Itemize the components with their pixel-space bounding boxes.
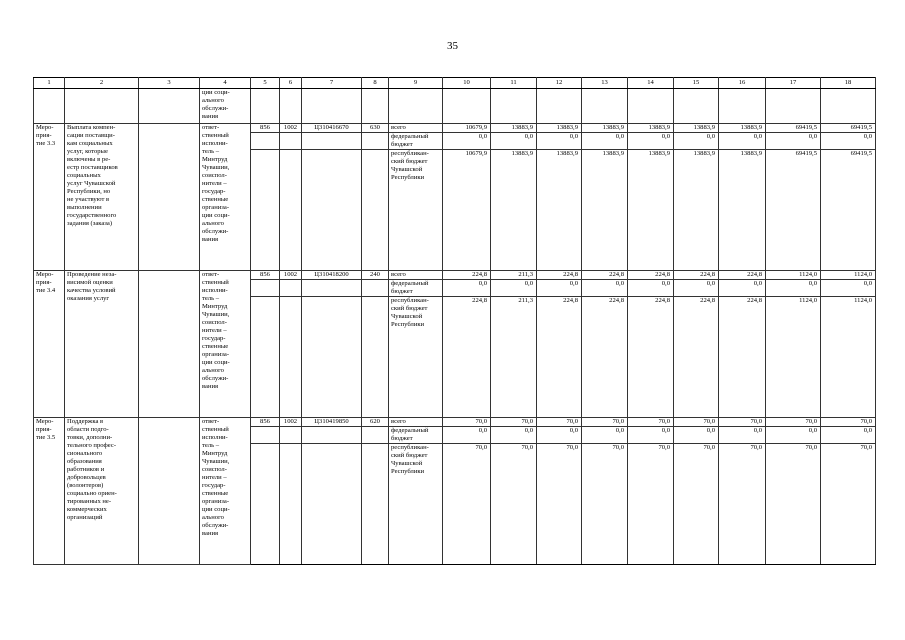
csr-code	[302, 150, 362, 271]
csr-code	[302, 297, 362, 418]
column-number-row	[34, 78, 876, 89]
grbs-code	[251, 150, 280, 271]
column-number: 6	[280, 78, 302, 89]
funding-value: 224,8	[628, 271, 674, 280]
funding-value: 0,0	[537, 427, 582, 444]
funding-value: 69419,5	[821, 124, 876, 133]
funding-value: 1124,0	[821, 271, 876, 280]
continuation-row	[34, 89, 876, 124]
funding-value: 0,0	[491, 427, 537, 444]
funding-source: всего	[389, 418, 443, 427]
measure-name: Поддержка в области подго- товки, дополни- тельного профес- сионального образования работников и добровольцев (волонтеров) социально ориен- тированных не- коммерческих организаций	[65, 418, 139, 565]
funding-value: 13883,9	[537, 150, 582, 271]
responsible-continuation: ции соци- ального обслужи- вания	[200, 89, 251, 124]
funding-value: 0,0	[582, 133, 628, 150]
measure-name: Проведение неза- висимой оценки качества условий оказания услуг	[65, 271, 139, 418]
measure-row	[34, 418, 876, 427]
funding-value: 0,0	[491, 280, 537, 297]
vr-code	[362, 280, 389, 297]
column-number: 15	[674, 78, 719, 89]
column-number: 2	[65, 78, 139, 89]
funding-value: 1124,0	[766, 297, 821, 418]
grbs-code	[251, 427, 280, 444]
funding-value: 13883,9	[582, 124, 628, 133]
csr-code: Ц310418200	[302, 271, 362, 280]
measure-responsible: ответ- ственный исполни- тель – Минтруд Чувашии, соиспол- нители – государ- ственные организа- ции соци- ального обслужи- вания	[200, 271, 251, 418]
funding-value: 0,0	[628, 280, 674, 297]
measure-id: Меро- прия- тие 3.5	[34, 418, 65, 565]
column-number: 12	[537, 78, 582, 89]
measure-row	[34, 124, 876, 133]
funding-value: 10679,9	[443, 150, 491, 271]
funding-value: 224,8	[674, 297, 719, 418]
funding-value: 0,0	[766, 133, 821, 150]
grbs-code: 856	[251, 271, 280, 280]
funding-value: 0,0	[582, 427, 628, 444]
column-number: 5	[251, 78, 280, 89]
funding-value: 224,8	[443, 297, 491, 418]
funding-value: 13883,9	[719, 124, 766, 133]
funding-value: 0,0	[719, 133, 766, 150]
measure-id: Меро- прия- тие 3.4	[34, 271, 65, 418]
measure-id: Меро- прия- тие 3.3	[34, 124, 65, 271]
rzpr-code	[280, 280, 302, 297]
funding-value: 224,8	[674, 271, 719, 280]
column-number: 10	[443, 78, 491, 89]
funding-value: 70,0	[674, 418, 719, 427]
page-number: 35	[447, 40, 458, 52]
funding-value: 0,0	[443, 133, 491, 150]
funding-value: 13883,9	[674, 124, 719, 133]
funding-value: 0,0	[443, 427, 491, 444]
csr-code	[302, 280, 362, 297]
vr-code	[362, 427, 389, 444]
funding-value: 13883,9	[719, 150, 766, 271]
funding-value: 13883,9	[674, 150, 719, 271]
funding-value: 13883,9	[537, 124, 582, 133]
funding-value: 224,8	[719, 271, 766, 280]
funding-value: 69419,5	[821, 150, 876, 271]
vr-code	[362, 297, 389, 418]
funding-value: 13883,9	[491, 150, 537, 271]
funding-value: 0,0	[537, 280, 582, 297]
rzpr-code: 1002	[280, 271, 302, 280]
measure-indicator	[139, 124, 200, 271]
funding-value: 70,0	[443, 418, 491, 427]
csr-code	[302, 133, 362, 150]
funding-value: 13883,9	[491, 124, 537, 133]
funding-value: 211,3	[491, 271, 537, 280]
grbs-code: 856	[251, 418, 280, 427]
funding-source: федеральный бюджет	[389, 133, 443, 150]
vr-code: 620	[362, 418, 389, 427]
csr-code: Ц310419850	[302, 418, 362, 427]
funding-value: 0,0	[674, 427, 719, 444]
funding-value: 13883,9	[628, 124, 674, 133]
vr-code	[362, 150, 389, 271]
funding-value: 70,0	[766, 418, 821, 427]
funding-source: федеральный бюджет	[389, 427, 443, 444]
column-number: 7	[302, 78, 362, 89]
funding-value: 70,0	[628, 418, 674, 427]
vr-code: 240	[362, 271, 389, 280]
rzpr-code	[280, 444, 302, 565]
column-number: 18	[821, 78, 876, 89]
column-number: 8	[362, 78, 389, 89]
funding-value: 1124,0	[766, 271, 821, 280]
column-number: 16	[719, 78, 766, 89]
funding-value: 224,8	[582, 297, 628, 418]
budget-table	[33, 77, 876, 565]
column-number: 1	[34, 78, 65, 89]
funding-value: 0,0	[821, 280, 876, 297]
funding-value: 0,0	[674, 280, 719, 297]
funding-value: 70,0	[491, 418, 537, 427]
funding-source: республикан- ский бюджет Чувашской Республики	[389, 150, 443, 271]
funding-value: 10679,9	[443, 124, 491, 133]
funding-value: 224,8	[443, 271, 491, 280]
funding-source: республикан- ский бюджет Чувашской Республики	[389, 444, 443, 565]
funding-value: 224,8	[537, 297, 582, 418]
measure-name: Выплата компен- сации поставщи- кам социальных услуг, которые включены в ре- естр поставщиков социальных услуг Чувашской Республики, но не участвуют в выполнении государственного задания (заказа)	[65, 124, 139, 271]
funding-value: 0,0	[443, 280, 491, 297]
funding-value: 70,0	[674, 444, 719, 565]
funding-value: 0,0	[491, 133, 537, 150]
funding-value: 70,0	[719, 418, 766, 427]
column-number: 17	[766, 78, 821, 89]
funding-value: 70,0	[719, 444, 766, 565]
rzpr-code: 1002	[280, 418, 302, 427]
column-number: 3	[139, 78, 200, 89]
funding-value: 70,0	[582, 418, 628, 427]
grbs-code: 856	[251, 124, 280, 133]
grbs-code	[251, 133, 280, 150]
grbs-code	[251, 444, 280, 565]
funding-value: 0,0	[821, 133, 876, 150]
funding-value: 0,0	[766, 427, 821, 444]
funding-value: 0,0	[821, 427, 876, 444]
measure-row	[34, 271, 876, 280]
measure-indicator	[139, 271, 200, 418]
rzpr-code: 1002	[280, 124, 302, 133]
funding-value: 224,8	[582, 271, 628, 280]
funding-value: 211,3	[491, 297, 537, 418]
grbs-code	[251, 297, 280, 418]
funding-value: 70,0	[537, 418, 582, 427]
measure-responsible: ответ- ственный исполни- тель – Минтруд Чувашии, соиспол- нители – государ- ственные организа- ции соци- ального обслужи- вания	[200, 418, 251, 565]
measure-responsible: ответ- ственный исполни- тель – Минтруд Чувашии, соиспол- нители – государ- ственные организа- ции соци- ального обслужи- вания	[200, 124, 251, 271]
column-number: 9	[389, 78, 443, 89]
funding-value: 70,0	[582, 444, 628, 565]
column-number: 11	[491, 78, 537, 89]
funding-value: 0,0	[674, 133, 719, 150]
rzpr-code	[280, 150, 302, 271]
funding-value: 70,0	[766, 444, 821, 565]
column-number: 13	[582, 78, 628, 89]
funding-source: федеральный бюджет	[389, 280, 443, 297]
vr-code	[362, 444, 389, 565]
funding-value: 1124,0	[821, 297, 876, 418]
funding-value: 70,0	[821, 444, 876, 565]
funding-value: 70,0	[491, 444, 537, 565]
funding-value: 0,0	[628, 427, 674, 444]
grbs-code	[251, 280, 280, 297]
funding-value: 70,0	[628, 444, 674, 565]
column-number: 14	[628, 78, 674, 89]
funding-source: республикан- ский бюджет Чувашской Республики	[389, 297, 443, 418]
funding-value: 0,0	[628, 133, 674, 150]
rzpr-code	[280, 133, 302, 150]
rzpr-code	[280, 297, 302, 418]
funding-value: 0,0	[719, 280, 766, 297]
funding-value: 0,0	[537, 133, 582, 150]
funding-value: 13883,9	[582, 150, 628, 271]
funding-value: 0,0	[582, 280, 628, 297]
funding-value: 224,8	[537, 271, 582, 280]
vr-code: 630	[362, 124, 389, 133]
csr-code	[302, 444, 362, 565]
funding-value: 0,0	[766, 280, 821, 297]
funding-source: всего	[389, 124, 443, 133]
funding-value: 69419,5	[766, 150, 821, 271]
funding-value: 69419,5	[766, 124, 821, 133]
csr-code: Ц310416670	[302, 124, 362, 133]
funding-value: 13883,9	[628, 150, 674, 271]
vr-code	[362, 133, 389, 150]
funding-value: 70,0	[821, 418, 876, 427]
funding-value: 224,8	[719, 297, 766, 418]
measure-indicator	[139, 418, 200, 565]
funding-value: 0,0	[719, 427, 766, 444]
funding-value: 70,0	[443, 444, 491, 565]
csr-code	[302, 427, 362, 444]
funding-value: 70,0	[537, 444, 582, 565]
funding-source: всего	[389, 271, 443, 280]
column-number: 4	[200, 78, 251, 89]
funding-value: 224,8	[628, 297, 674, 418]
rzpr-code	[280, 427, 302, 444]
